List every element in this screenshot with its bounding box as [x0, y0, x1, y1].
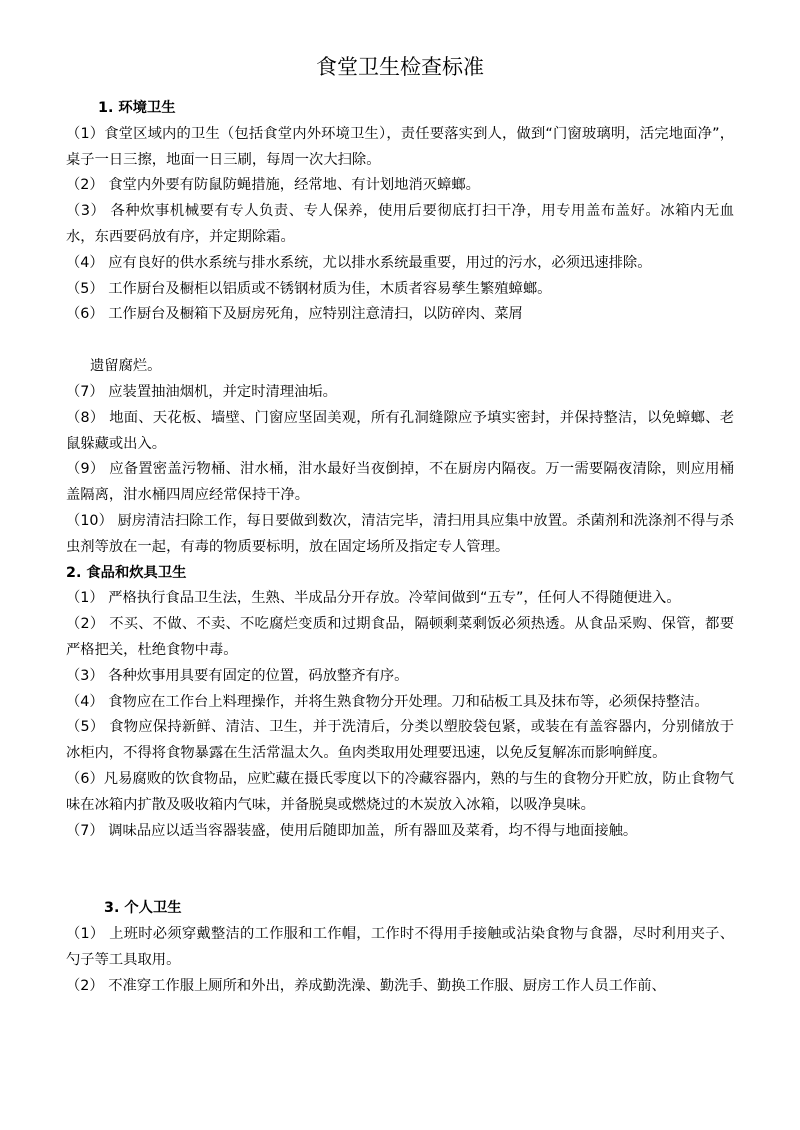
paragraph: （2） 不准穿工作服上厕所和外出，养成勤洗澡、勤洗手、勤换工作服、厨房工作人员工作前、: [66, 977, 666, 994]
paragraph: （2） 不买、不做、不卖、不吃腐烂变质和过期食品，隔顿剩菜剩饭必须热透。从食品采购、保管，都要严格把关，杜绝食物中毒。: [66, 616, 734, 658]
paragraph: （10） 厨房清洁扫除工作，每日要做到数次，清洁完毕，清扫用具应集中放置。杀菌剂和洗涤剂不得与杀虫剂等放在一起，有毒的物质要标明，放在固定场所及指定专人管理。: [66, 512, 734, 555]
paragraph: （4） 食物应在工作台上料理操作，并将生熟食物分开处理。刀和砧板工具及抹布等，必须保持整洁。: [66, 693, 709, 710]
paragraph-continuation: 遗留腐烂。: [90, 358, 162, 375]
paragraph: （1）食堂区域内的卫生（包括食堂内外环境卫生），责任要落实到人，做到“门窗玻璃明，活完地面净”，桌子一日三擦，地面一日三刷，每周一次大扫除。: [66, 125, 734, 168]
paragraph: （6）凡易腐败的饮食物品，应贮藏在摄氏零度以下的冷藏容器内，熟的与生的食物分开贮放，防止食物气味在冰箱内扩散及吸收箱内气味，并备脱臭或燃烧过的木炭放入冰箱，以吸净臭味。: [66, 770, 734, 813]
paragraph: （4） 应有良好的供水系统与排水系统，尤以排水系统最重要，用过的污水，必须迅速排除。: [66, 254, 652, 271]
section-heading: 3. 个人卫生: [104, 900, 182, 917]
paragraph: （3） 各种炊事机械要有专人负责、专人保养，使用后要彻底打扫干净，用专用盖布盖好。冰箱内无血水，东西要码放有序，并定期除霜。: [66, 203, 734, 245]
paragraph: （6） 工作厨台及橱箱下及厨房死角，应特别注意清扫，以防碎肉、菜屑: [66, 306, 523, 323]
paragraph: （3） 各种炊事用具要有固定的位置，码放整齐有序。: [66, 667, 409, 684]
paragraph: （5） 食物应保持新鲜、清洁、卫生，并于洗清后，分类以塑胶袋包紧，或装在有盖容器内，分别储放于冰柜内，不得将食物暴露在生活常温太久。鱼肉类取用处理要迅速，以免反复解冻而影响鲜度。: [66, 719, 734, 762]
paragraph: （1） 严格执行食品卫生法，生熟、半成品分开存放。冷荤间做到“五专”，任何人不得随便进入。: [66, 590, 681, 607]
paragraph: （8） 地面、天花板、墙壁、门窗应坚固美观，所有孔洞缝隙应予填实密封，并保持整洁，以免蟑螂、老鼠躲藏或出入。: [66, 409, 734, 452]
section-heading: 2. 食品和炊具卫生: [66, 564, 187, 581]
paragraph: （7） 应装置抽油烟机，并定时清理油垢。: [66, 383, 337, 400]
blank-line: [66, 328, 734, 354]
page-title: 食堂卫生检查标准: [316, 55, 484, 79]
paragraph: （7） 调味品应以适当容器装盛，使用后随即加盖，所有器皿及菜肴，均不得与地面接触。: [66, 822, 638, 839]
section-heading: 1. 环境卫生: [98, 100, 176, 116]
paragraph: （1） 上班时必须穿戴整洁的工作服和工作帽，工作时不得用手接触或沾染食物与食器，尽时利用夹子、勺子等工具取用。: [66, 926, 734, 968]
paragraph: （5） 工作厨台及橱柜以铝质或不锈钢材质为佳，木质者容易孳生繁殖蟑螂。: [66, 280, 552, 297]
paragraph: （9） 应备置密盖污物桶、泔水桶，泔水最好当夜倒掉，不在厨房内隔夜。万一需要隔夜清除，则应用桶盖隔离，泔水桶四周应经常保持干净。: [66, 461, 734, 504]
paragraph: （2） 食堂内外要有防鼠防蝇措施，经常地、有计划地消灭蟑螂。: [66, 177, 480, 194]
